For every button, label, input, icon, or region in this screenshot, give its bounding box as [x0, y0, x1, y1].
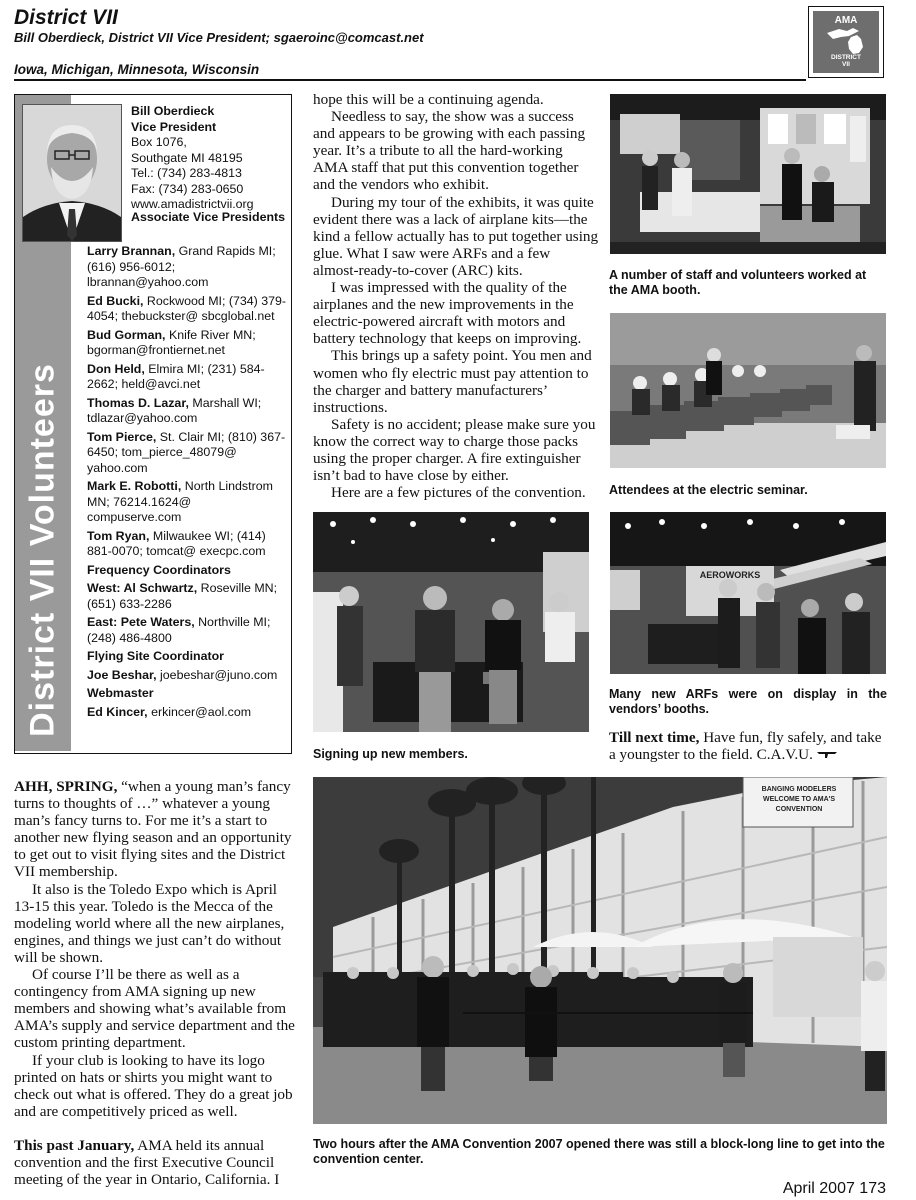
vp-fax: Fax: (734) 283-0650: [131, 181, 244, 196]
volunteer-details: joebeshar@juno.com: [160, 667, 278, 682]
closing-lead: Till next time,: [609, 729, 700, 746]
volunteer-entry: [87, 581, 287, 612]
volunteer-entry: [87, 362, 287, 393]
article-left-column: [14, 778, 296, 1188]
volunteer-name: Tom Ryan,: [87, 528, 150, 543]
badge-district-label: [813, 54, 879, 68]
freq-heading: Frequency Coordinators: [87, 562, 231, 577]
article-paragraph: It also is the Toledo Expo which is April 13-15 this year. Toledo is the Mecca of the modeling world where all the new airplanes, engines, and things we just can’t do without will be shown.: [14, 880, 285, 966]
volunteer-details: Knife River MN; bgorman@frontiernet.net: [87, 327, 256, 357]
volunteer-name: Larry Brannan,: [87, 244, 176, 258]
volunteer-details: Rockwood MI; (734) 379-4054; thebuckster@ sbcglobal.net: [87, 293, 287, 323]
caption-convention-line: Two hours after the AMA Convention 2007 opened there was still a block-long line to get into the convention center.: [313, 1137, 885, 1166]
banner-line-1: BANGING MODELERS: [761, 786, 837, 793]
district-title: District VII: [14, 6, 118, 29]
flying-site-heading: Flying Site Coordinator: [87, 649, 224, 663]
volunteer-details: Milwaukee WI; (414) 881-0070; tomcat@ execpc.com: [87, 528, 266, 558]
volunteer-entry: [87, 328, 287, 359]
volunteer-details: St. Clair MI; (810) 367-6450; tom_pierce_48079@ yahoo.com: [87, 429, 286, 475]
caption-arfs: Many new ARFs were on display in the vendors’ booths.: [609, 687, 887, 716]
welcome-banner: [747, 785, 851, 815]
paragraph-body: AMA held its annual convention and the first Executive Council meeting of the year in Ontario, California. I: [14, 1136, 280, 1189]
volunteer-entry: [87, 294, 287, 325]
volunteer-entry: [87, 479, 287, 526]
article-paragraph: Here are a few pictures of the convention.: [331, 484, 586, 502]
volunteer-name: West: Al Schwartz,: [87, 581, 198, 595]
volunteer-details: North Lindstrom MN; 76214.1624@ compuserve.com: [87, 479, 273, 524]
volunteer-list: [87, 244, 287, 723]
volunteer-name: Bud Gorman,: [87, 327, 166, 342]
vp-role: Vice President: [131, 119, 217, 134]
page-footer: April 2007 173: [782, 1180, 886, 1197]
article-paragraph: I was impressed with the quality of the airplanes and the new improvements in the electric-powered aircraft with motors and battery technology that keeps on improving.: [313, 279, 582, 348]
article-paragraph: This brings up a safety point. You men and women who fly electric must pay attention to the charger and battery manufacturers’ instructions.: [313, 347, 592, 416]
volunteer-entry: [87, 615, 287, 646]
volunteer-details: Grand Rapids MI; (616) 956-6012; lbrannan@yahoo.com: [87, 244, 276, 289]
volunteer-entry: [87, 244, 287, 291]
paragraph-body: “when a young man’s fancy turns to thoughts of …” whatever a young man’s fancy turns to. For me it’s a start to another new flying season and an opportunity to get out to visit flying sites and the District VII membership.: [14, 778, 292, 881]
volunteer-name: Joe Beshar,: [87, 667, 157, 682]
article-paragraph: [14, 778, 296, 881]
webmaster-heading: Webmaster: [87, 686, 154, 700]
article-paragraph: [14, 1137, 296, 1188]
volunteer-details: erkincer@aol.com: [151, 704, 252, 719]
volunteer-entry: [87, 529, 287, 560]
volunteer-name: Don Held,: [87, 361, 145, 376]
badge-ama-text: AMA: [834, 15, 858, 26]
volunteer-name: Tom Pierce,: [87, 429, 157, 444]
photo-arf-display: [610, 512, 886, 674]
badge-district-word: DISTRICT: [831, 54, 861, 61]
volunteer-name: Mark E. Robotti,: [87, 479, 182, 493]
vp-city-line: Southgate MI 48195: [131, 150, 243, 165]
article-paragraph: Needless to say, the show was a success and appears to be growing with each passing year. It’s a tribute to all the hard-working AMA staff that put this convention together and the vendors who exhibit.: [313, 108, 586, 194]
district-badge: [808, 6, 884, 78]
article-paragraph: hope this will be a continuing agenda.: [313, 91, 544, 108]
closing-text: Have fun, fly safely, and take a youngster to the field. C.A.V.U.: [609, 729, 882, 763]
paragraph-lead: This past January,: [14, 1136, 135, 1154]
volunteer-details: Elmira MI; (231) 584-2662; held@avci.net: [87, 361, 265, 391]
vp-address-line: Box 1076,: [131, 135, 187, 149]
volunteer-name: Ed Kincer,: [87, 704, 148, 719]
aeroworks-sign: AEROWORKS: [699, 570, 761, 580]
article-paragraph: If your club is looking to have its logo printed on hats or shirts you might want to check out what is offered. They do a great job and are competitively priced as well.: [14, 1051, 293, 1120]
photo-ama-booth: [610, 94, 886, 254]
photo-electric-seminar: [610, 313, 886, 468]
article-paragraph: Safety is no accident; please make sure you know the correct way to charge those packs using the proper charger. A fire extinguisher isn’t bad to have close by either.: [313, 415, 596, 485]
caption-electric-seminar: Attendees at the electric seminar.: [609, 483, 808, 497]
assoc-vp-heading: Associate Vice Presidents: [131, 210, 286, 224]
banner-line-2: WELCOME TO AMA'S CONVENTION: [762, 796, 836, 813]
volunteer-details: Roseville MN; (651) 633-2286: [87, 581, 278, 611]
article-middle-column: [313, 91, 599, 501]
caption-ama-booth: A number of staff and volunteers worked at the AMA booth.: [609, 268, 867, 297]
photo-signing-up-members: [313, 512, 589, 732]
volunteer-name: Ed Bucki,: [87, 293, 144, 308]
vp-phone: Tel.: (734) 283-4813: [131, 166, 242, 180]
volunteer-entry: [87, 430, 287, 477]
vp-contact-block: [131, 104, 287, 213]
volunteer-entry: [87, 396, 287, 427]
volunteer-details: Marshall WI; tdlazar@yahoo.com: [87, 395, 262, 425]
vp-name: Bill Oberdieck: [131, 104, 215, 118]
badge-district-number: VII: [842, 61, 850, 68]
district-states: Iowa, Michigan, Minnesota, Wisconsin: [14, 62, 260, 77]
volunteer-entry: [87, 668, 287, 684]
sidebar-vertical-title: District VII Volunteers: [23, 363, 62, 737]
volunteer-details: Northville MI; (248) 486-4800: [87, 615, 271, 645]
volunteer-name: Thomas D. Lazar,: [87, 395, 189, 410]
closing-paragraph: [609, 730, 887, 763]
article-paragraph: During my tour of the exhibits, it was quite evident there was a lack of airplane kits—the kind a fellow actually has to put together using glue. What I saw were ARFs and a few almost-ready-to-cover (ARC) kits.: [313, 193, 599, 279]
vp-contact-subtitle: Bill Oberdieck, District VII Vice President; sgaeroinc@comcast.net: [14, 30, 424, 45]
volunteer-entry: [87, 705, 287, 721]
article-paragraph: Of course I’ll be there as well as a contingency from AMA signing up new members and showing what’s available from AMA’s supply and service department and the custom printing department.: [14, 966, 295, 1052]
vp-website: www.amadistrictvii.org: [131, 197, 254, 211]
header-rule: [14, 79, 806, 81]
ama-plane-logo-icon: [817, 748, 837, 760]
vp-portrait-photo: [22, 104, 122, 242]
volunteer-name: East: Pete Waters,: [87, 615, 195, 629]
caption-new-members: Signing up new members.: [313, 747, 468, 761]
paragraph-lead: AHH, SPRING,: [14, 778, 118, 795]
photo-convention-line: [313, 777, 887, 1124]
